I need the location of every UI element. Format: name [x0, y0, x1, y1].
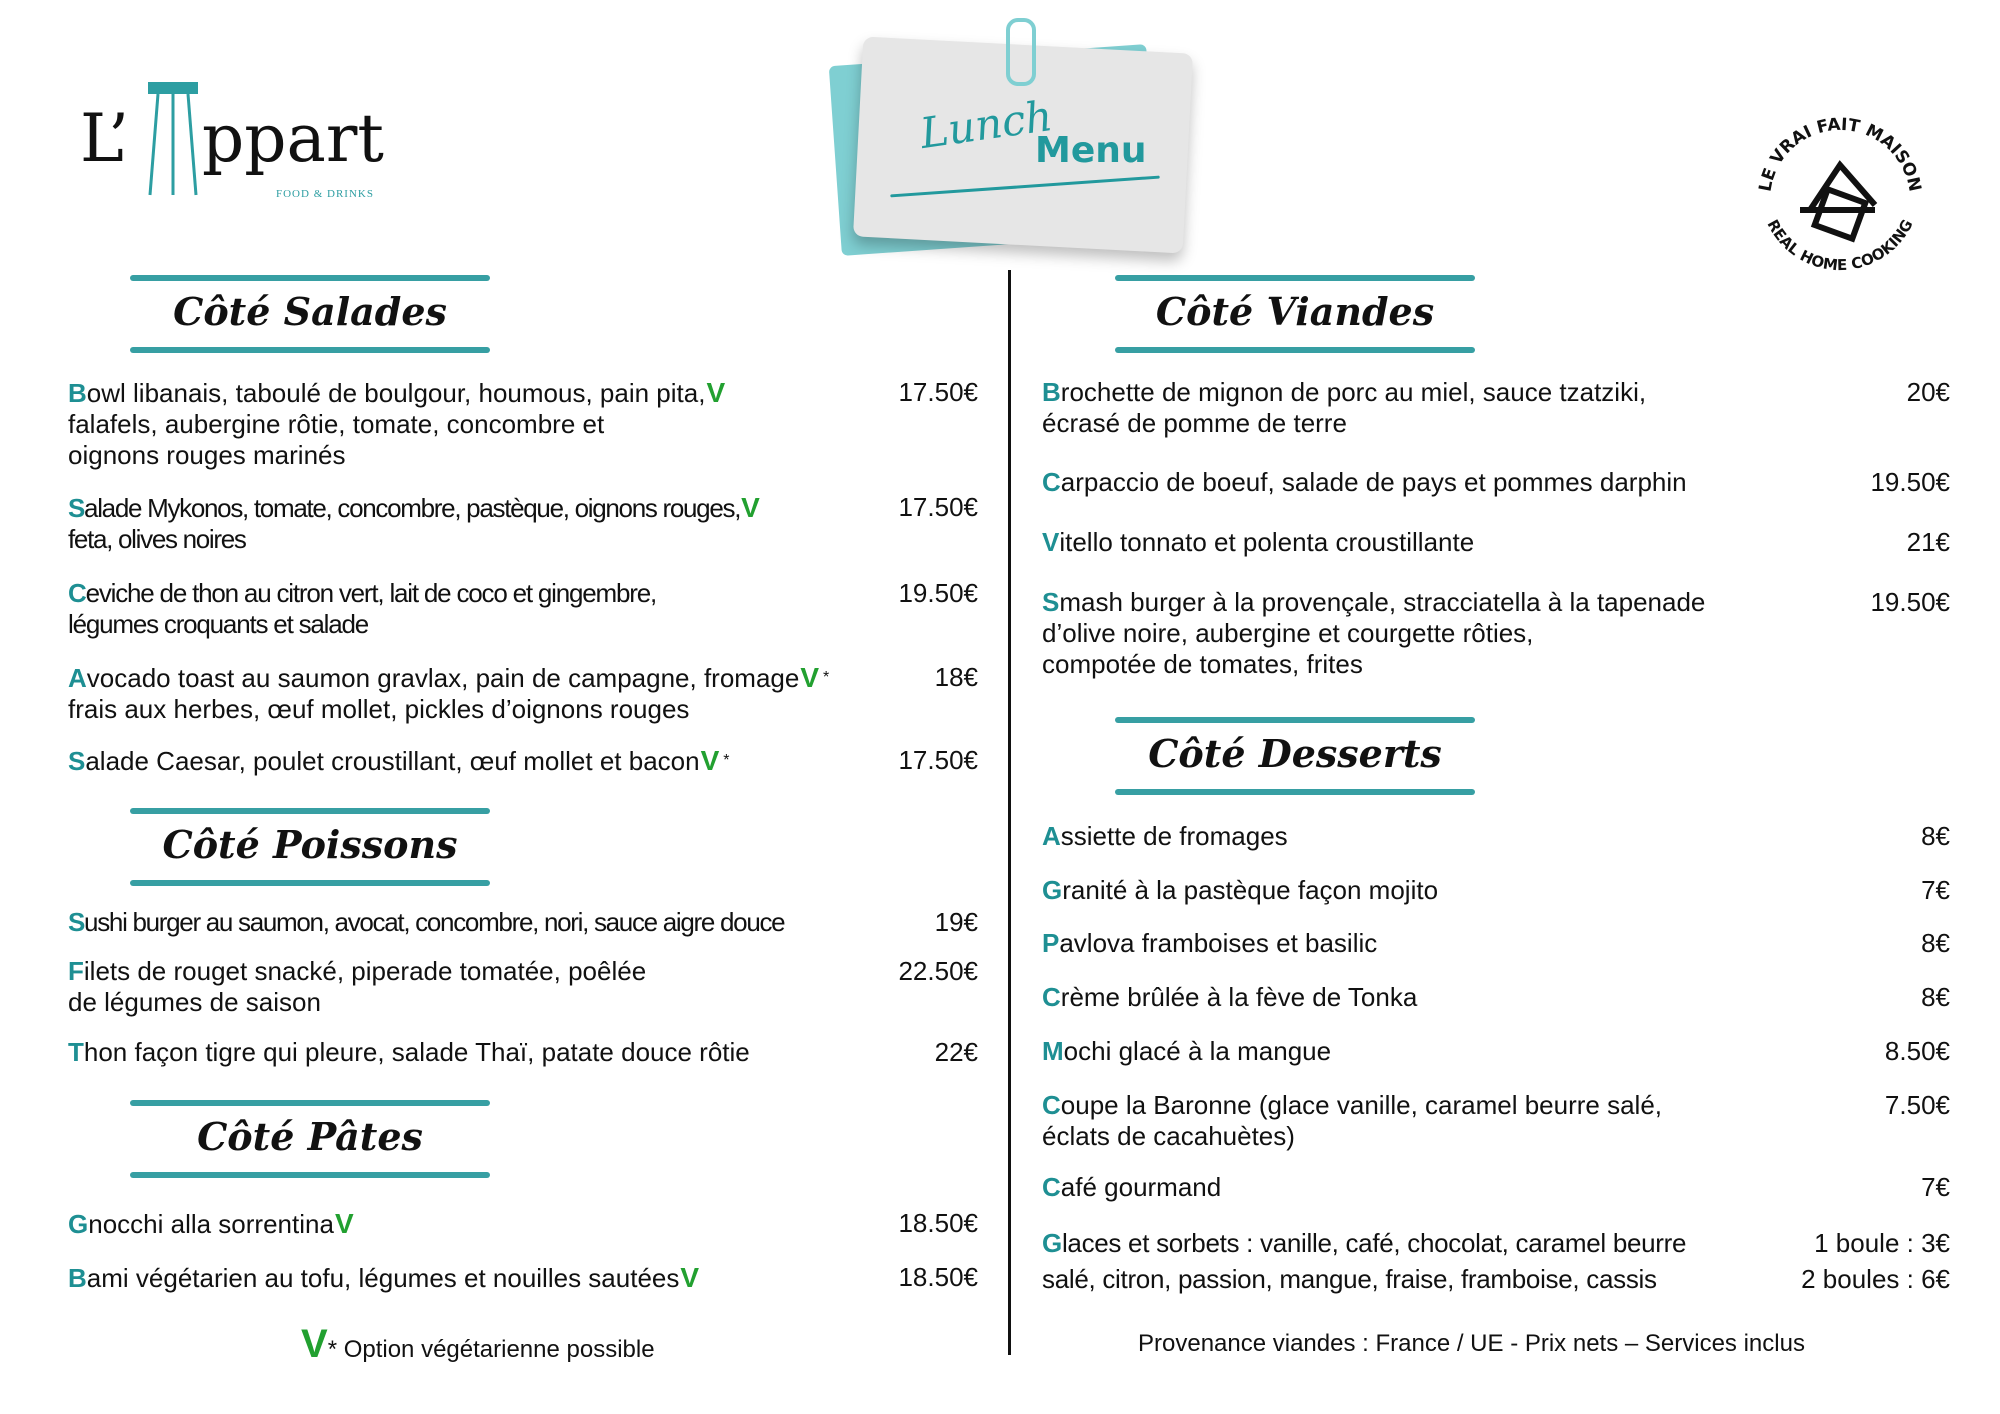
item-price: 19€	[934, 907, 978, 937]
item-price: 8€	[1921, 982, 1950, 1012]
section-header-desserts	[1115, 717, 1475, 797]
vegetarian-icon: V	[741, 492, 759, 523]
vegetarian-footnote: V* Option végétarienne possible	[301, 1322, 655, 1366]
item-price: 17.50€	[898, 377, 978, 407]
menu-item: Bowl libanais, taboulé de boulgour, houmous, pain pita,V falafels, aubergine rôtie, tomate, concombre et oignons rouges marinés 17.50€	[68, 377, 978, 470]
item-price: 17.50€	[898, 492, 978, 522]
menu-item: Assiette de fromages 8€	[1042, 821, 1950, 851]
vegetarian-icon: V	[706, 377, 726, 408]
vegetarian-icon: V	[700, 745, 720, 776]
item-price: 8€	[1921, 928, 1950, 958]
logo-tagline: FOOD & DRINKS	[276, 188, 374, 200]
menu-item: Salade Mykonos, tomate, concombre, pastèque, oignons rouges,V feta, olives noires 17.50€	[68, 492, 978, 554]
menu-item: Ceviche de thon au citron vert, lait de coco et gingembre, légumes croquants et salade 19.50€	[68, 578, 978, 639]
menu-item: Pavlova framboises et basilic 8€	[1042, 928, 1950, 958]
section-title: Côté Poissons	[162, 822, 458, 867]
item-price: 21€	[1906, 527, 1950, 557]
item-price: 22.50€	[898, 956, 978, 986]
menu-item: Carpaccio de boeuf, salade de pays et pommes darphin 19.50€	[1042, 467, 1950, 497]
section-title: Côté Pâtes	[197, 1114, 423, 1159]
item-price: 7.50€	[1884, 1090, 1950, 1120]
section-title: Côté Viandes	[1155, 289, 1435, 334]
item-price: 8€	[1921, 821, 1950, 851]
section-title: Côté Salades	[173, 289, 447, 334]
logo-text-left: L’	[80, 100, 129, 177]
paperclip-icon	[1006, 18, 1036, 86]
menu-item: Bami végétarien au tofu, légumes et nouilles sautéesV 18.50€	[68, 1262, 978, 1293]
menu-item: Crème brûlée à la fève de Tonka 8€	[1042, 982, 1950, 1012]
item-price: 7€	[1921, 1172, 1950, 1202]
menu-item: Smash burger à la provençale, stracciatella à la tapenade d’olive noire, aubergine et courgette rôties, compotée de tomates, frites 19.50€	[1042, 587, 1950, 679]
item-price: 1 boule : 3€ 2 boules : 6€	[1801, 1228, 1950, 1294]
menu-item: Gnocchi alla sorrentinaV 18.50€	[68, 1208, 978, 1239]
menu-item: Coupe la Baronne (glace vanille, caramel beurre salé, éclats de cacahuètes) 7.50€	[1042, 1090, 1950, 1151]
svg-text:REAL HOME COOKING: REAL HOME COOKING	[1763, 216, 1917, 275]
restaurant-logo	[80, 70, 400, 210]
column-divider	[1008, 270, 1011, 1355]
menu-item: Brochette de mignon de porc au miel, sauce tzatziki, écrasé de pomme de terre 20€	[1042, 377, 1950, 438]
item-price: 19.50€	[898, 578, 978, 608]
menu-item: Café gourmand 7€	[1042, 1172, 1950, 1202]
menu-item: Sushi burger au saumon, avocat, concombre, nori, sauce aigre douce 19€	[68, 907, 978, 937]
menu-item: Glaces et sorbets : vanille, café, chocolat, caramel beurre salé, citron, passion, mangue, fraise, framboise, cassis 1 boule : 3€ 2 boules : 6€	[1042, 1225, 1950, 1295]
house-icon	[1800, 165, 1875, 239]
item-price: 19.50€	[1870, 467, 1950, 497]
section-header-viandes	[1115, 275, 1475, 355]
section-title: Côté Desserts	[1148, 731, 1442, 776]
item-price: 18€	[934, 662, 978, 692]
svg-text:LE VRAI FAIT MAISON: LE VRAI FAIT MAISON	[1755, 114, 1925, 194]
card-menu-text: Menu	[1035, 130, 1147, 171]
item-price: 20€	[1906, 377, 1950, 407]
item-price: 19.50€	[1870, 587, 1950, 617]
homemade-stamp	[1740, 90, 1940, 290]
menu-item: Filets de rouget snacké, piperade tomatée, poêlée de légumes de saison 22.50€	[68, 956, 978, 1017]
vegetarian-icon: V	[334, 1208, 354, 1239]
vegetarian-icon: V	[301, 1322, 328, 1366]
card-lunch-text: Lunch	[917, 91, 1056, 158]
menu-item: Mochi glacé à la mangue 8.50€	[1042, 1036, 1950, 1066]
menu-item: Vitello tonnato et polenta croustillante 21€	[1042, 527, 1950, 557]
item-price: 18.50€	[898, 1208, 978, 1238]
origin-footnote: Provenance viandes : France / UE - Prix nets – Services inclus	[1138, 1330, 1805, 1357]
section-header-poissons	[130, 808, 490, 888]
section-header-salades	[130, 275, 490, 355]
item-price: 7€	[1921, 875, 1950, 905]
vegetarian-icon: V	[800, 662, 820, 693]
item-price: 22€	[934, 1037, 978, 1067]
item-price: 17.50€	[898, 745, 978, 775]
menu-item: Salade Caesar, poulet croustillant, œuf mollet et baconV * 17.50€	[68, 745, 978, 776]
item-price: 8.50€	[1884, 1036, 1950, 1066]
logo-text-right: ppart	[202, 100, 384, 177]
menu-item: Granité à la pastèque façon mojito 7€	[1042, 875, 1950, 905]
vegetarian-icon: V	[680, 1262, 700, 1293]
item-price: 18.50€	[898, 1262, 978, 1292]
section-header-pates	[130, 1100, 490, 1180]
menu-item: Avocado toast au saumon gravlax, pain de campagne, fromageV * frais aux herbes, œuf mollet, pickles d’oignons rouges 18€	[68, 662, 978, 724]
menu-item: Thon façon tigre qui pleure, salade Thaï, patate douce rôtie 22€	[68, 1037, 978, 1067]
